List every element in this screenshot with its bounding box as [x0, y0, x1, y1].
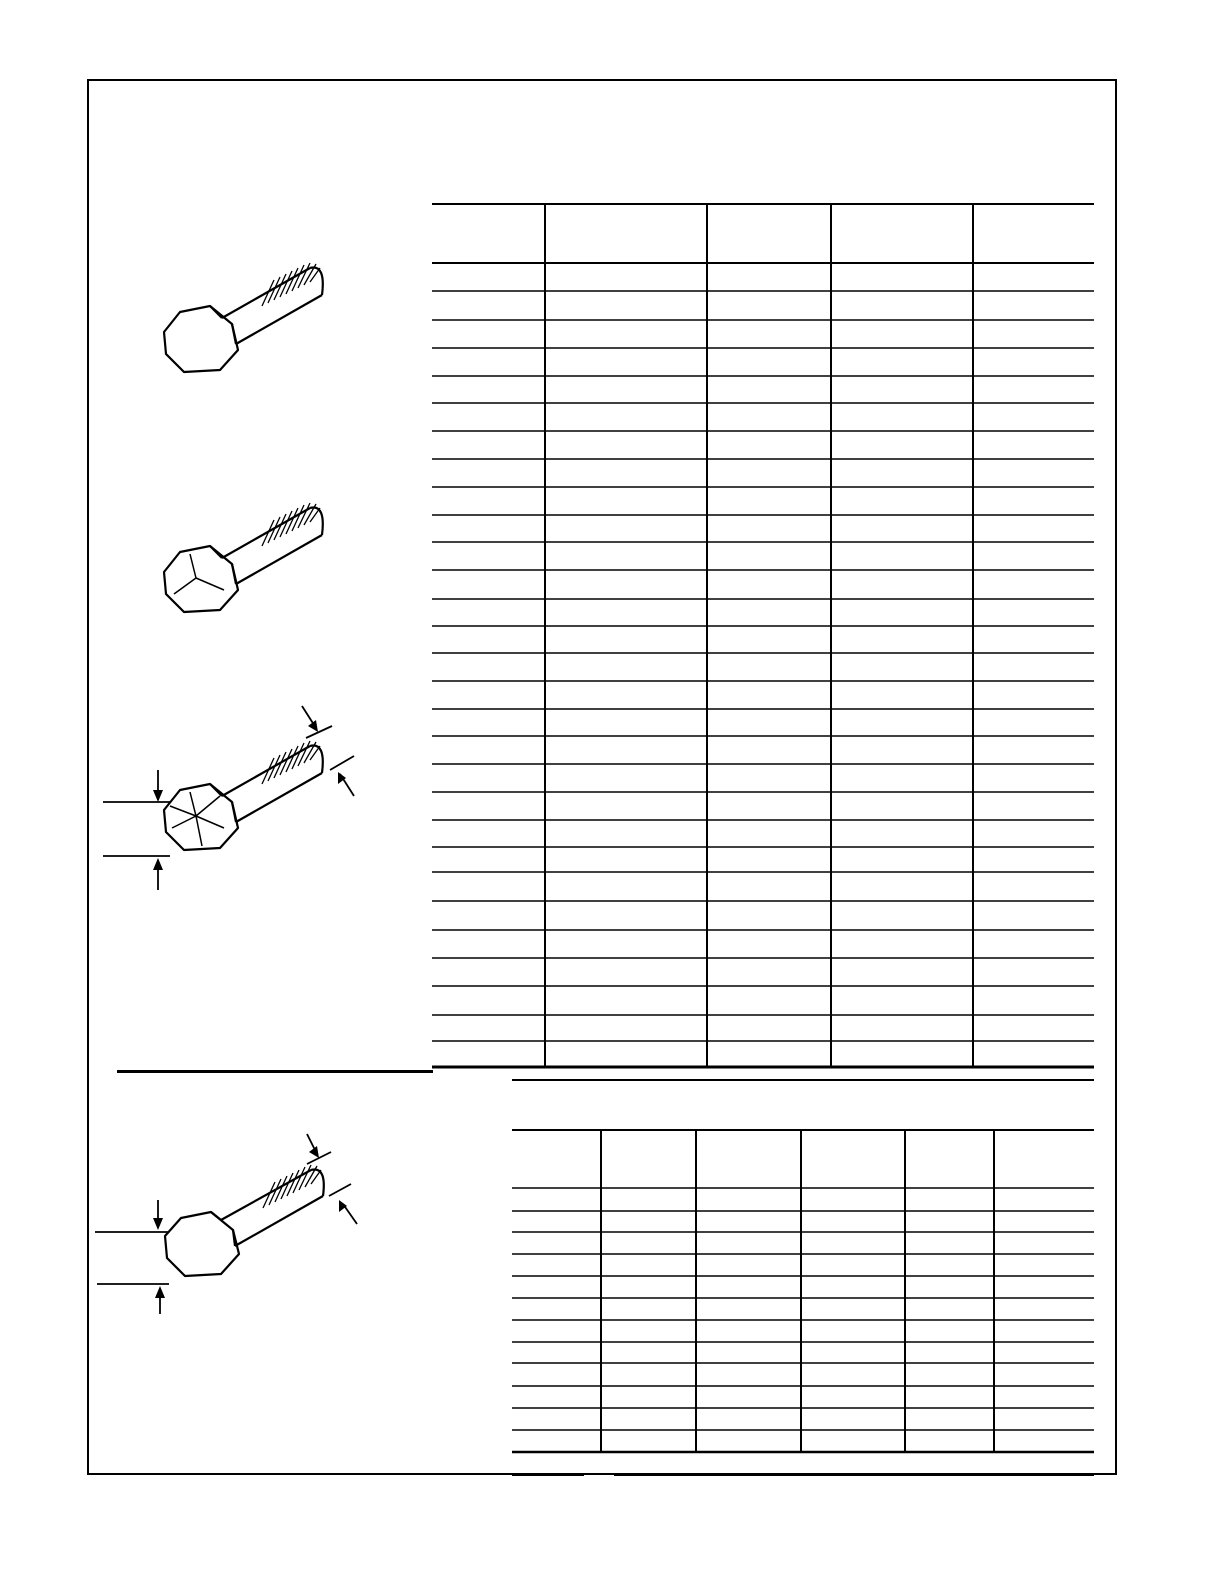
bolt-six-line-head-icon — [100, 700, 370, 895]
bolt-metric-head-icon — [95, 1130, 365, 1320]
section-divider — [117, 1070, 433, 1073]
lower-table — [512, 1078, 1096, 1456]
bolt-plain-head-icon — [150, 250, 340, 380]
upper-table — [432, 203, 1096, 1071]
bolt-three-line-head-icon — [150, 490, 340, 620]
footer-rule-left — [512, 1474, 584, 1476]
footer-rule-right — [614, 1474, 1094, 1476]
